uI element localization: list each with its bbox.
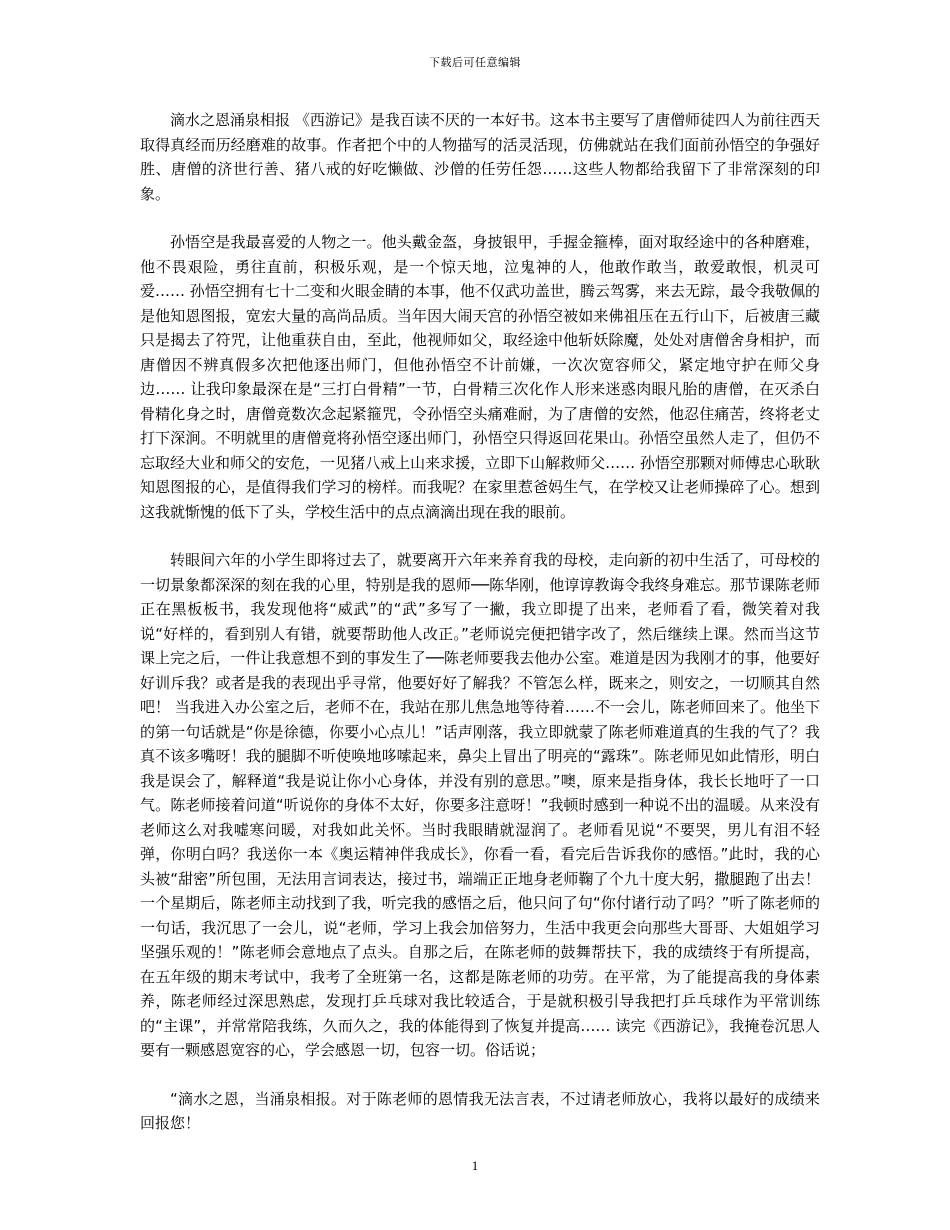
paragraph-teacher-chen: 转眼间六年的小学生即将过去了，就要离开六年来养育我的母校，走向新的初中生活了，可母校的一切景象都深深的刻在我的心里，特别是我的恩师──陈华刚，他谆谆教诲令我终身难忘。那节课陈老师正在黑板板书，我发现他将“威武”的“武”多写了一撇，我立即提了出来，老师看了看，微笑着对我说“好样的，看到别人有错，就要帮助他人改正。”老师说完便把错字改了，然后继续上课。然而当这节课上完之后，一件让我意想不到的事发生了──陈老师要我去他办公室。难道是因为我刚才的事，他要好好训斥我？或者是我的表现出乎寻常，他要好好了解我？不管怎么样，既来之，则安之，一切顺其自然吧！ 当我进入办公室之后，老师不在，我站在那儿焦急地等待着……不一会儿，陈老师回来了。他坐下的第一句话就是“你是徐德，你要小心点儿！”话声刚落，我立即就蒙了陈老师难道真的生我的气了？我真不该多嘴呀！我的腿脚不听使唤地哆嗦起来，鼻尖上冒出了明亮的“露珠”。陈老师见如此情形，明白我是误会了，解释道“我是说让你小心身体，并没有别的意思。”噢，原来是指身体，我长长地吁了一口气。陈老师接着问道“听说你的身体不太好，你要多注意呀！”我顿时感到一种说不出的温暖。从来没有老师这么对我嘘寒问暖，对我如此关怀。当时我眼睛就湿润了。老师看见说“不要哭，男儿有泪不轻弹，你明白吗？我送你一本《奥运精神伴我成长》，你看一看，看完后告诉我你的感悟。”此时，我的心头被“甜密”所包围，无法用言词表达，接过书，端端正正地身老师鞠了个九十度大躬，撒腿跑了出去！ 一个星期后，陈老师主动找到了我，听完我的感悟之后，他只问了句“你付诸行动了吗？”听了陈老师的一句话，我沉思了一会儿，说“老师，学习上我会加倍努力，生活中我更会向那些大哥哥、大姐姐学习坚强乐观的！”陈老师会意地点了点头。自那之后，在陈老师的鼓舞帮扶下，我的成绩终于有所提高，在五年级的期末考试中，我考了全班第一名，这都是陈老师的功劳。在平常，为了能提高我的身体素养，陈老师经过深思熟虑，发现打乒乓球对我比较适合，于是就积极引导我把打乒乓球作为平常训练的“主课”，并常常陪我练，久而久之，我的体能得到了恢复并提高…… 读完《西游记》，我掩卷沉思人要有一颗感恩宽容的心，学会感恩一切，包容一切。俗话说；: [140, 551, 820, 1059]
document-body: [140, 108, 820, 1160]
page-number: 1: [471, 1158, 479, 1173]
header-note: 下载后可任意编辑: [429, 56, 521, 69]
paragraph-sun-wukong: 孙悟空是我最喜爱的人物之一。他头戴金盔，身披银甲，手握金箍棒，面对取经途中的各种磨难，他不畏艰险，勇往直前，积极乐观，是一个惊天地，泣鬼神的人，他敢作敢当，敢爱敢恨，机灵可爱…… 孙悟空拥有七十二变和火眼金睛的本事，他不仅武功盖世，腾云驾雾，来去无踪，最令我敬佩的是他知恩图报，宽宏大量的高尚品质。当年因大闹天宫的孙悟空被如来佛祖压在五行山下，后被唐三藏只是揭去了符咒，让他重获自由，至此，他视师如父，取经途中他斩妖除魔，处处对唐僧舍身相护，而唐僧因不辨真假多次把他逐出师门，但他孙悟空不计前嫌，一次次宽容师父，紧定地守护在师父身边…… 让我印象最深在是“三打白骨精”一节，白骨精三次化作人形来迷惑肉眼凡胎的唐僧，在灭杀白骨精化身之时，唐僧竟数次念起紧箍咒，令孙悟空头痛难耐，为了唐僧的安然，他忍住痛苦，终将老丈打下深涧。不明就里的唐僧竟将孙悟空逐出师门，孙悟空只得返回花果山。孙悟空虽然人走了，但仍不忘取经大业和师父的安危，一见猪八戒上山来求援，立即下山解救师父…… 孙悟空那颗对师傅忠心耿耿知恩图报的心，是值得我们学习的榜样。而我呢？在家里惹爸妈生气，在学校又让老师操碎了心。想到这我就惭愧的低下了头，学校生活中的点点滴滴出现在我的眼前。: [140, 233, 820, 521]
paragraph-conclusion: “滴水之恩，当涌泉相报。对于陈老师的恩情我无法言表，不过请老师放心，我将以最好的成绩来回报您！: [140, 1089, 820, 1132]
paragraph-intro: 滴水之恩涌泉相报 《西游记》是我百读不厌的一本好书。这本书主要写了唐僧师徒四人为前往西天取得真经而历经磨难的故事。作者把个中的人物描写的活灵活现，仿佛就站在我们面前孙悟空的争强好胜、唐僧的济世行善、猪八戒的好吃懒做、沙僧的任劳任怨……这些人物都给我留下了非常深刻的印象。: [140, 111, 820, 203]
